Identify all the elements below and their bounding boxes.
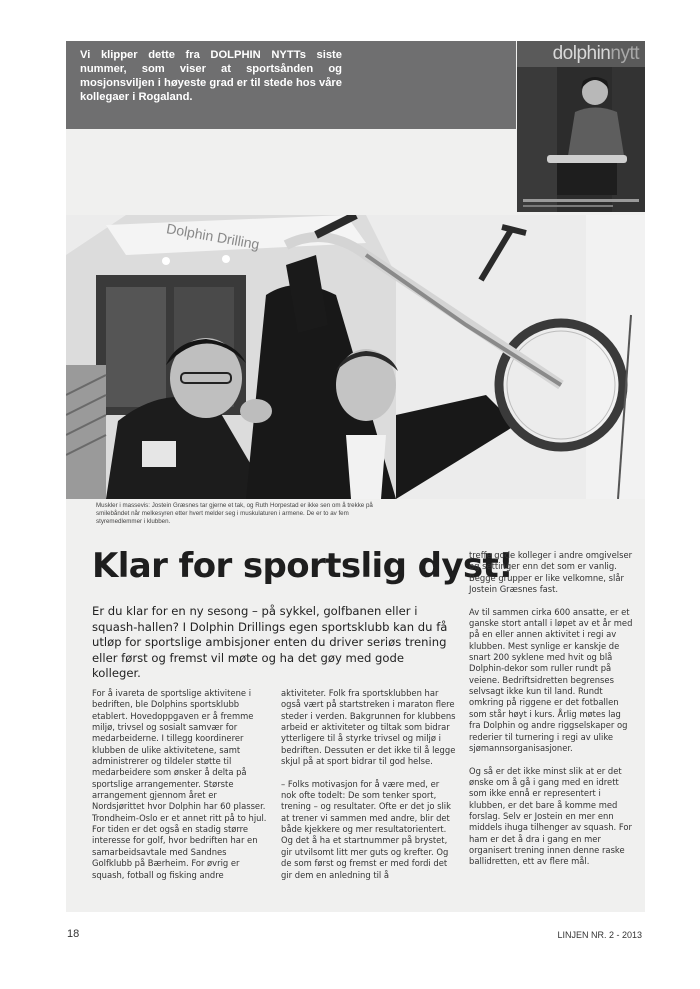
paragraph: For å ivareta de sportslige aktivitene i bedriften, ble Dolphins sportsklubb etablert. Hovedoppgaven er å fremme miljø, trivsel og sosialt samvær for medarbeiderne. I tillegg koordinerer klubben de ulike aktivitetene, samt administrerer og tildeler støtte til medarbeidere som ønsker å delta på sportslige arrangementer. Største arrangement gjennom året er Nordsjørittet hvor Dolphin har 60 plasser. Trondheim-Oslo er et annet ritt på to hjul. For tiden er det også en stadig større interesse for golf, hvor bedriften har en samarbeidsavtale med Sandnes Golfklubb på Bærheim. For øvrig er squash, fotball og fisking andre (92, 688, 267, 880)
building-sign: Dolphin Drilling (165, 220, 261, 253)
magazine-title-accent: nytt (610, 43, 639, 64)
article-headline: Klar for sportslig dyst! (92, 546, 514, 586)
hero-photo-image (66, 215, 645, 499)
intro-text: Vi klipper dette fra DOLPHIN NYTTs siste nummer, som viser at sportsånden og mosjonsviljen i høyeste grad er til stede hos våre kollegaer i Rogaland. (80, 49, 342, 103)
paragraph: aktiviteter. Folk fra sportsklubben har også vært på startstreken i maraton flere steder i verden. Bakgrunnen for klubbens arbeid er aktiviteter og tiltak som bidrar ytterligere til å styrke trivsel og miljø i bedriften. Dessuten er det ikke til å legge skjul på at sport bidrar til god helse. (281, 688, 456, 767)
page-number: 18 (67, 928, 80, 940)
article-column-2 (281, 688, 457, 881)
paragraph: Og så er det ikke minst slik at er det ønske om å gå i gang med en idrett som ikke ennå er representert i klubben, er det bare å komme med forslag. Selv er Jostein en mer enn middels ihuga tilhenger av squash. For ham er det å dra i gang en mer organisert trening innen denne raske ballidretten, ett av flere mål. (469, 765, 632, 867)
article-lead: Er du klar for en ny sesong – på sykkel, golfbanen eller i squash-hallen? I Dolphin Drillings egen sportsklubb kan du få utløp for sportslige ambisjoner enten du driver seriøs trening eller først og fremst vil møte og ha det gøy med gode kolleger. (92, 604, 448, 681)
magazine-cover-photo (517, 67, 645, 212)
article-column-1 (92, 688, 268, 881)
magazine-issue: LINJEN NR. 2 - 2013 (557, 930, 642, 940)
magazine-cover-header (517, 41, 645, 67)
paragraph: Av til sammen cirka 600 ansatte, er et ganske stort antall i løpet av et år med på en eller annen aktivitet i regi av klubben. Mest synlige er kanskje de snart 200 syklene med hvit og blå Dolphin-dekor som ruller rundt på veiene. Bedriftsidretten begrenses selvsagt ikke kun til land. Rundt omkring på riggene er det fotballen som står høyt i kurs. Årlig møtes lag fra Dolphin og andre riggselskaper og rederier til turnering i regi av ulike sjømannsorganisasjoner. (469, 606, 633, 753)
magazine-cover-title (553, 43, 639, 65)
photo-caption: Muskler i massevis: Jostein Græsnes tar gjerne et tak, og Ruth Horpestad er ikke sen om å trekke på smilebåndet når melkesyren etter hvert melder seg i muskulaturen i armene. De er to av fem styremedlemmer i klubben. (96, 502, 373, 525)
article-column-3 (469, 550, 633, 868)
paragraph: treffe gode kolleger i andre omgivelser og settinger enn det som er vanlig. Begge grupper er like velkomne, slår Jostein Græsnes fast. (469, 550, 633, 595)
hero-photo (66, 215, 645, 499)
magazine-title-main: dolphin (552, 43, 611, 64)
magazine-cover (517, 41, 645, 212)
paragraph: – Folks motivasjon for å være med, er nok ofte todelt: De som tenker sport, trening – og resultater. Ofte er det jo slik at trener vi sammen med andre, blir det både kjekkere og mer resultatorientert. Og det å ha et startnummer på brystet, gir utvilsomt litt mer guts og krefter. Og de som først og fremst er med fordi det gir dem en anledning til å (281, 778, 451, 880)
